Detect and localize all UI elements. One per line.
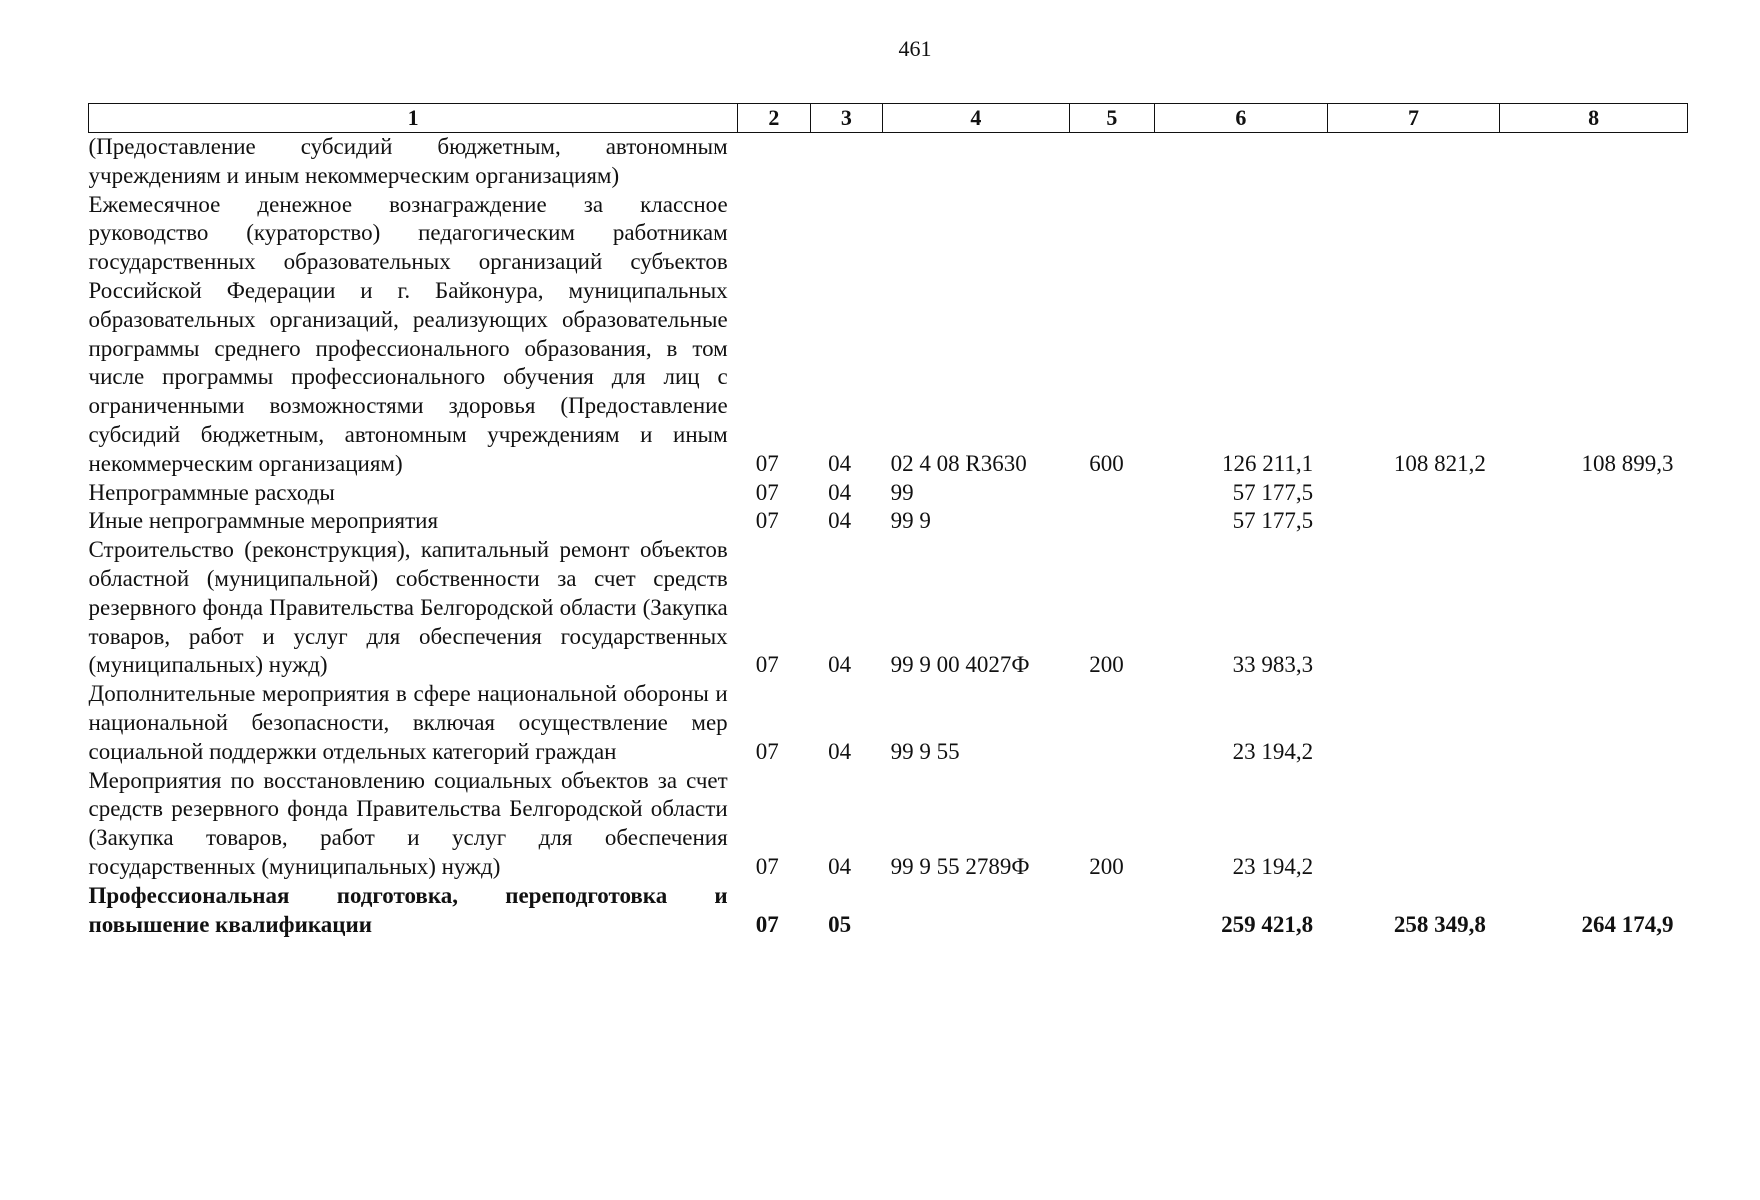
expense-type-cell	[1069, 507, 1154, 536]
table-row	[89, 479, 1688, 508]
amount-col-7-cell	[1327, 536, 1500, 680]
expense-type-cell: 200	[1089, 652, 1124, 678]
amount-col-8-cell	[1500, 767, 1688, 882]
target-article-cell	[883, 882, 1070, 940]
amount-col-8-cell	[1500, 507, 1688, 536]
table-row	[89, 767, 1688, 882]
subsection-code-cell: 04	[828, 853, 852, 879]
subsection-code-cell: 04	[828, 479, 852, 505]
section-code-cell: 07	[755, 911, 779, 937]
expense-type-cell	[1069, 479, 1154, 508]
description-cell: Дополнительные мероприятия в сфере национальной обороны и национальной безопасности, включая осуществление мер социальной поддержки отдельных категорий граждан	[88, 681, 728, 764]
amount-col-7-cell: 258 349,8	[1393, 911, 1486, 937]
target-article-cell: 99 9 00 4027Ф	[890, 652, 1030, 678]
subsection-code-cell: 04	[828, 508, 852, 534]
expense-type-cell	[1069, 133, 1154, 191]
subsection-code-cell	[810, 133, 882, 191]
target-article-cell: 99 9 55 2789Ф	[890, 853, 1030, 879]
section-code-cell: 07	[755, 450, 779, 476]
expense-type-cell	[1069, 882, 1154, 940]
header-col-3: 3	[810, 104, 882, 133]
section-code-cell: 07	[755, 853, 779, 879]
description-cell: Непрограммные расходы	[88, 479, 335, 505]
description-cell: Мероприятия по восстановлению социальных объектов за счет средств резервного фонда Правительства Белгородской области (Закупка товаров, работ и услуг для обеспечения государственных (муниципальных) нужд)	[88, 767, 728, 879]
section-code-cell: 07	[755, 652, 779, 678]
amount-col-8-cell	[1500, 536, 1688, 680]
amount-col-8-cell	[1500, 680, 1688, 766]
table-row	[89, 133, 1688, 191]
amount-col-8-cell: 108 899,3	[1581, 450, 1674, 476]
amount-col-6-cell	[1154, 133, 1327, 191]
section-code-cell: 07	[755, 508, 779, 534]
description-cell: (Предоставление субсидий бюджетным, автономным учреждениям и иным некоммерческим организациям)	[88, 134, 728, 188]
header-col-6: 6	[1154, 104, 1327, 133]
expense-type-cell	[1069, 680, 1154, 766]
target-article-cell: 99	[890, 479, 914, 505]
table-row	[89, 507, 1688, 536]
description-cell: Профессиональная подготовка, переподготовка и повышение квалификации	[88, 882, 728, 937]
amount-col-6-cell: 33 983,3	[1232, 652, 1314, 678]
header-col-7: 7	[1327, 104, 1500, 133]
amount-col-7-cell	[1327, 133, 1500, 191]
description-cell: Строительство (реконструкция), капитальный ремонт объектов областной (муниципальной) собственности за счет средств резервного фонда Правительства Белгородской области (Закупка товаров, работ и услуг для обеспечения государственных (муниципальных) нужд)	[88, 537, 728, 678]
header-col-8: 8	[1500, 104, 1688, 133]
expense-type-cell: 200	[1089, 853, 1124, 879]
amount-col-8-cell	[1500, 479, 1688, 508]
subsection-code-cell: 04	[828, 652, 852, 678]
amount-col-6-cell: 126 211,1	[1222, 450, 1314, 476]
amount-col-8-cell	[1500, 133, 1688, 191]
amount-col-8-cell: 264 174,9	[1581, 911, 1674, 937]
expense-type-cell: 600	[1089, 450, 1124, 476]
table-row	[89, 680, 1688, 766]
page-number: 461	[898, 36, 932, 61]
target-article-cell: 02 4 08 R3630	[890, 450, 1027, 476]
table-row	[89, 882, 1688, 940]
target-article-cell: 99 9	[890, 508, 931, 534]
subsection-code-cell: 05	[828, 911, 852, 937]
amount-col-7-cell	[1327, 479, 1500, 508]
table-row	[89, 191, 1688, 479]
amount-col-6-cell: 57 177,5	[1232, 479, 1314, 505]
amount-col-6-cell: 23 194,2	[1232, 853, 1314, 879]
section-code-cell	[738, 133, 810, 191]
amount-col-7-cell	[1327, 507, 1500, 536]
table-body	[89, 133, 1688, 940]
target-article-cell: 99 9 55	[890, 738, 960, 764]
description-cell: Иные непрограммные мероприятия	[88, 508, 439, 534]
section-code-cell: 07	[755, 738, 779, 764]
header-col-4: 4	[883, 104, 1070, 133]
header-row	[89, 104, 1688, 133]
header-col-2: 2	[738, 104, 810, 133]
amount-col-6-cell: 57 177,5	[1232, 508, 1314, 534]
amount-col-6-cell: 23 194,2	[1232, 738, 1314, 764]
description-cell: Ежемесячное денежное вознаграждение за классное руководство (кураторство) педагогическим работникам государственных образовательных организаций субъектов Российской Федерации и г. Байконура, муниципальных образовательных организаций, реализующих образовательные программы среднего профессионального образования, в том числе программы профессионального обучения для лиц с ограниченными возможностями здоровья (Предоставление субсидий бюджетным, автономным учреждениям и иным некоммерческим организациям)	[88, 191, 728, 476]
budget-table	[88, 103, 1688, 939]
amount-col-7-cell	[1327, 680, 1500, 766]
amount-col-6-cell: 259 421,8	[1221, 911, 1314, 937]
amount-col-7-cell	[1327, 767, 1500, 882]
section-code-cell: 07	[755, 479, 779, 505]
header-col-1: 1	[89, 104, 738, 133]
header-col-5: 5	[1069, 104, 1154, 133]
amount-col-7-cell: 108 821,2	[1393, 450, 1486, 476]
target-article-cell	[883, 133, 1070, 191]
table-row	[89, 536, 1688, 680]
subsection-code-cell: 04	[828, 450, 852, 476]
subsection-code-cell: 04	[828, 738, 852, 764]
